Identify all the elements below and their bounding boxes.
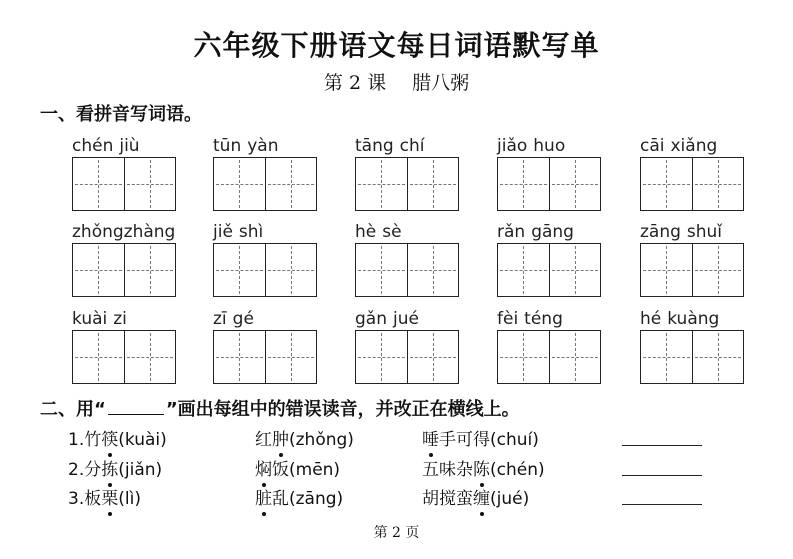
pinyin-label xyxy=(72,221,176,243)
page-number: 第 2 页 xyxy=(373,525,420,541)
tianzige-box[interactable] xyxy=(640,243,693,297)
writing-boxes xyxy=(640,157,744,211)
question-item[interactable]: 3.板栗(lì) xyxy=(68,484,141,509)
tianzige-box[interactable] xyxy=(213,157,266,211)
question-number: 1. xyxy=(68,430,85,450)
lesson-name: 腊八粥 xyxy=(412,72,470,94)
dotted-char: 缠 xyxy=(473,484,490,509)
pinyin-label xyxy=(497,308,601,330)
pinyin-syllable: fèi xyxy=(497,309,519,329)
question-item[interactable]: 红肿(zhǒng) xyxy=(255,425,354,450)
pinyin-label xyxy=(72,135,176,157)
tianzige-box[interactable] xyxy=(693,330,745,384)
pinyin-syllable: tūn xyxy=(213,136,242,156)
section-2-label-post: ”画出每组中的错误读音，并改正在横线上。 xyxy=(165,399,520,420)
tianzige-box[interactable] xyxy=(355,243,408,297)
pinyin-label xyxy=(355,135,459,157)
answer-line[interactable] xyxy=(622,475,702,476)
word-cell xyxy=(497,308,601,384)
word-cell xyxy=(640,221,744,297)
pinyin-label xyxy=(640,135,744,157)
tianzige-box[interactable] xyxy=(266,330,318,384)
pinyin-syllable: jiǎo xyxy=(497,136,528,156)
question-row-1 xyxy=(68,425,728,453)
tianzige-box[interactable] xyxy=(640,330,693,384)
pinyin-syllable: gǎn xyxy=(355,309,387,329)
pinyin-label xyxy=(213,221,317,243)
question-item[interactable]: 五味杂陈(chén) xyxy=(422,455,545,480)
writing-boxes xyxy=(213,243,317,297)
pinyin-label xyxy=(355,308,459,330)
tianzige-box[interactable] xyxy=(213,243,266,297)
tianzige-box[interactable] xyxy=(550,243,602,297)
dotted-char: 拣 xyxy=(101,455,118,480)
dotted-char: 栗 xyxy=(101,484,118,509)
inline-underline-blank xyxy=(108,400,164,415)
pinyin-label xyxy=(213,308,317,330)
pinyin-syllable: sè xyxy=(382,222,402,242)
pinyin-syllable: gāng xyxy=(531,222,574,242)
question-number: 3. xyxy=(68,489,85,509)
tianzige-box[interactable] xyxy=(408,157,460,211)
pinyin-syllable: cāi xyxy=(640,136,665,156)
tianzige-box[interactable] xyxy=(355,330,408,384)
worksheet-title: 六年级下册语文每日词语默写单 xyxy=(193,29,600,62)
word-cell xyxy=(497,135,601,211)
pinyin-label xyxy=(497,221,601,243)
word-cell xyxy=(640,135,744,211)
section-2-label-pre: 二、用“ xyxy=(40,399,106,420)
question-item[interactable]: 焖饭(mēn) xyxy=(255,455,340,480)
word-cell xyxy=(355,221,459,297)
dotted-char: 焖 xyxy=(255,455,272,480)
word-cell xyxy=(213,135,317,211)
pinyin-syllable: tāng xyxy=(355,136,394,156)
tianzige-box[interactable] xyxy=(408,243,460,297)
pinyin-syllable: téng xyxy=(524,309,563,329)
word-cell xyxy=(72,135,176,211)
writing-boxes xyxy=(355,330,459,384)
tianzige-box[interactable] xyxy=(408,330,460,384)
question-number: 2. xyxy=(68,460,85,480)
pinyin-syllable: huo xyxy=(533,136,566,156)
question-item[interactable]: 脏乱(zāng) xyxy=(255,484,343,509)
word-cell xyxy=(355,308,459,384)
pinyin-syllable: zī xyxy=(213,309,227,329)
tianzige-box[interactable] xyxy=(693,157,745,211)
writing-boxes xyxy=(72,330,176,384)
question-row-3 xyxy=(68,484,728,512)
pinyin-syllable: chí xyxy=(399,136,425,156)
tianzige-box[interactable] xyxy=(72,157,125,211)
writing-boxes xyxy=(640,243,744,297)
writing-boxes xyxy=(355,157,459,211)
tianzige-box[interactable] xyxy=(213,330,266,384)
question-item[interactable]: 1.竹筷(kuài) xyxy=(68,425,167,450)
dotted-char: 唾 xyxy=(422,425,439,450)
tianzige-box[interactable] xyxy=(550,157,602,211)
tianzige-box[interactable] xyxy=(72,330,125,384)
pinyin-syllable: jué xyxy=(392,309,419,329)
pinyin-syllable: shì xyxy=(238,222,264,242)
pinyin-syllable: yàn xyxy=(247,136,279,156)
tianzige-box[interactable] xyxy=(266,243,318,297)
dotted-char: 陈 xyxy=(473,455,490,480)
word-cell xyxy=(72,308,176,384)
writing-boxes xyxy=(497,157,601,211)
pinyin-syllable: hé xyxy=(640,309,662,329)
pinyin-syllable: rǎn xyxy=(497,222,526,242)
word-cell xyxy=(355,135,459,211)
word-cell xyxy=(213,221,317,297)
writing-boxes xyxy=(72,157,176,211)
tianzige-box[interactable] xyxy=(125,243,177,297)
writing-boxes xyxy=(213,157,317,211)
tianzige-box[interactable] xyxy=(125,157,177,211)
pinyin-label xyxy=(72,308,176,330)
pinyin-syllable: kuài xyxy=(72,309,108,329)
pinyin-syllable: gé xyxy=(232,309,254,329)
dotted-char: 筷 xyxy=(101,425,118,450)
pinyin-syllable: shuǐ xyxy=(686,222,723,242)
tianzige-box[interactable] xyxy=(550,330,602,384)
writing-boxes xyxy=(497,330,601,384)
tianzige-box[interactable] xyxy=(355,157,408,211)
tianzige-box[interactable] xyxy=(72,243,125,297)
question-item[interactable]: 2.分拣(jiǎn) xyxy=(68,455,162,480)
pinyin-label xyxy=(355,221,459,243)
tianzige-box[interactable] xyxy=(266,157,318,211)
tianzige-box[interactable] xyxy=(497,157,550,211)
answer-line[interactable] xyxy=(622,504,702,505)
tianzige-box[interactable] xyxy=(640,157,693,211)
pinyin-syllable: kuàng xyxy=(667,309,720,329)
word-cell xyxy=(72,221,176,297)
dotted-char: 肿 xyxy=(272,425,289,450)
dotted-char: 脏 xyxy=(255,484,272,509)
pinyin-label xyxy=(213,135,317,157)
section-2-heading xyxy=(40,395,520,421)
question-item[interactable]: 胡搅蛮缠(jué) xyxy=(422,484,529,509)
writing-boxes xyxy=(72,243,176,297)
answer-line[interactable] xyxy=(622,445,702,446)
question-item[interactable]: 唾手可得(chuí) xyxy=(422,425,539,450)
pinyin-syllable: zāng xyxy=(640,222,681,242)
word-cell xyxy=(640,308,744,384)
pinyin-syllable: jiù xyxy=(119,136,140,156)
pinyin-syllable: zi xyxy=(113,309,127,329)
pinyin-syllable: zhǒngzhàng xyxy=(72,222,176,242)
pinyin-label xyxy=(640,221,744,243)
pinyin-label xyxy=(497,135,601,157)
writing-boxes xyxy=(355,243,459,297)
writing-boxes xyxy=(640,330,744,384)
lesson-subtitle xyxy=(0,68,793,95)
tianzige-box[interactable] xyxy=(497,330,550,384)
word-cell xyxy=(213,308,317,384)
pinyin-syllable: chén xyxy=(72,136,114,156)
lesson-number: 第 2 课 xyxy=(323,72,387,94)
pinyin-syllable: xiǎng xyxy=(670,136,718,156)
pinyin-label xyxy=(640,308,744,330)
writing-boxes xyxy=(213,330,317,384)
pinyin-syllable: hè xyxy=(355,222,377,242)
section-1-heading: 一、看拼音写词语。 xyxy=(40,104,202,125)
word-cell xyxy=(497,221,601,297)
tianzige-box[interactable] xyxy=(497,243,550,297)
pinyin-syllable: jiě xyxy=(213,222,233,242)
tianzige-box[interactable] xyxy=(693,243,745,297)
tianzige-box[interactable] xyxy=(125,330,177,384)
writing-boxes xyxy=(497,243,601,297)
question-row-2 xyxy=(68,455,728,483)
